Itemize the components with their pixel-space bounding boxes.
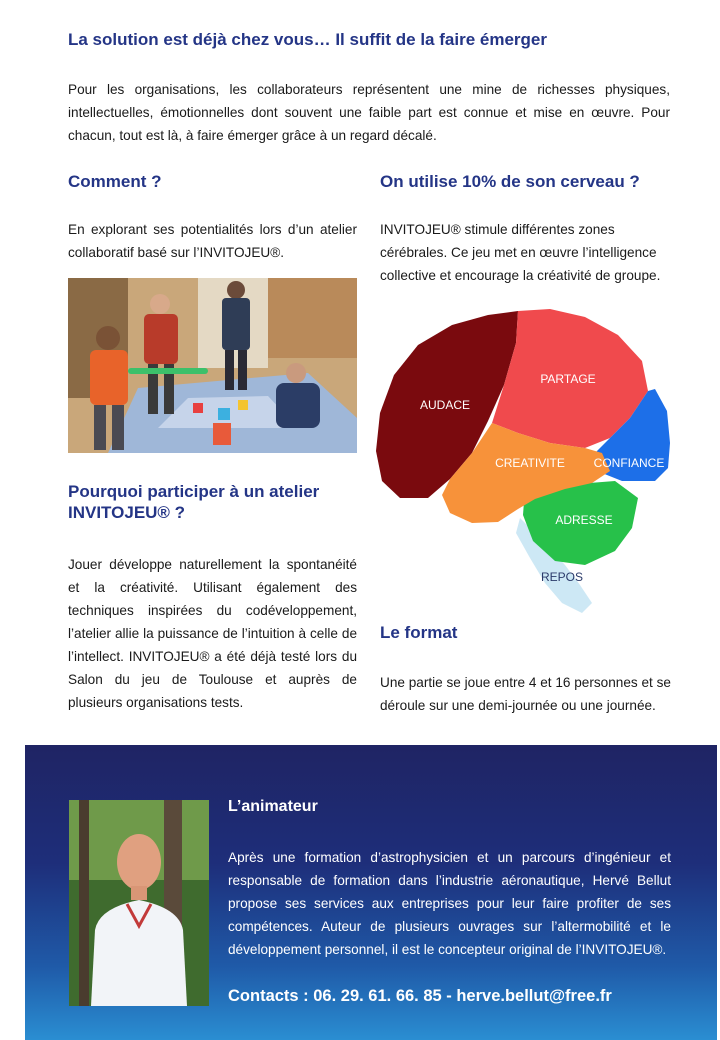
pourquoi-paragraph: Jouer développe naturellement la spontanéité et la créativité. Utilisant également des techniques inspirées du codéveloppement, l’atelier allie la puissance de l’intuition à celle de l’intellect. INVITOJEU® a été déjà testé lors du Salon du jeu de Toulouse et auprès de plusieurs organisations tests. xyxy=(68,557,357,710)
animateur-panel xyxy=(25,745,717,1040)
pourquoi-title: Pourquoi participer à un atelier INVITOJEU® ? xyxy=(68,482,320,522)
label-audace: AUDACE xyxy=(419,398,471,412)
comment-paragraph: En explorant ses potentialités lors d’un atelier collaboratif basé sur l’INVITOJEU®. xyxy=(68,222,357,260)
brain-diagram xyxy=(370,303,680,618)
comment-title: Comment ? xyxy=(68,172,162,191)
animateur-paragraph: Après une formation d’astrophysicien et un parcours d’ingénieur et responsable de formation dans l’industrie aéronautique, Hervé Bellut propose ses services aux entreprises pour leur faire profiter de ses compétences. Auteur de plusieurs ouvrages sur l’altermobilité et le développement personnel, il est le concepteur original de l’INVITOJEU®. xyxy=(228,850,671,957)
format-paragraph: Une partie se joue entre 4 et 16 personnes et se déroule sur une demi-journée ou une journée. xyxy=(380,675,671,713)
format-title: Le format xyxy=(380,623,458,642)
animateur-title: L’animateur xyxy=(228,798,318,815)
cerveau-title: On utilise 10% de son cerveau ? xyxy=(380,172,640,191)
workshop-photo xyxy=(68,278,357,453)
cerveau-paragraph: INVITOJEU® stimule différentes zones cérébrales. Ce jeu met en œuvre l’intelligence collective et encourage la créativité de groupe. xyxy=(380,222,661,283)
label-confiance: CONFIANCE xyxy=(593,456,665,470)
animateur-photo xyxy=(69,800,209,1006)
label-creativite: CREATIVITE xyxy=(495,456,565,470)
contacts-line: Contacts : 06. 29. 61. 66. 85 - herve.bellut@free.fr xyxy=(228,987,612,1005)
label-partage: PARTAGE xyxy=(540,372,596,386)
label-adresse: ADRESSE xyxy=(555,513,613,527)
intro-paragraph: Pour les organisations, les collaborateurs représentent une mine de richesses physiques, intellectuelles, émotionnelles dont souvent une faible part est connue et mise en œuvre. Pour chacun, tout est là, à faire émerger grâce à un regard décalé. xyxy=(68,82,670,143)
intro-title: La solution est déjà chez vous… Il suffit de la faire émerger xyxy=(68,30,547,49)
label-repos: REPOS xyxy=(540,570,584,584)
